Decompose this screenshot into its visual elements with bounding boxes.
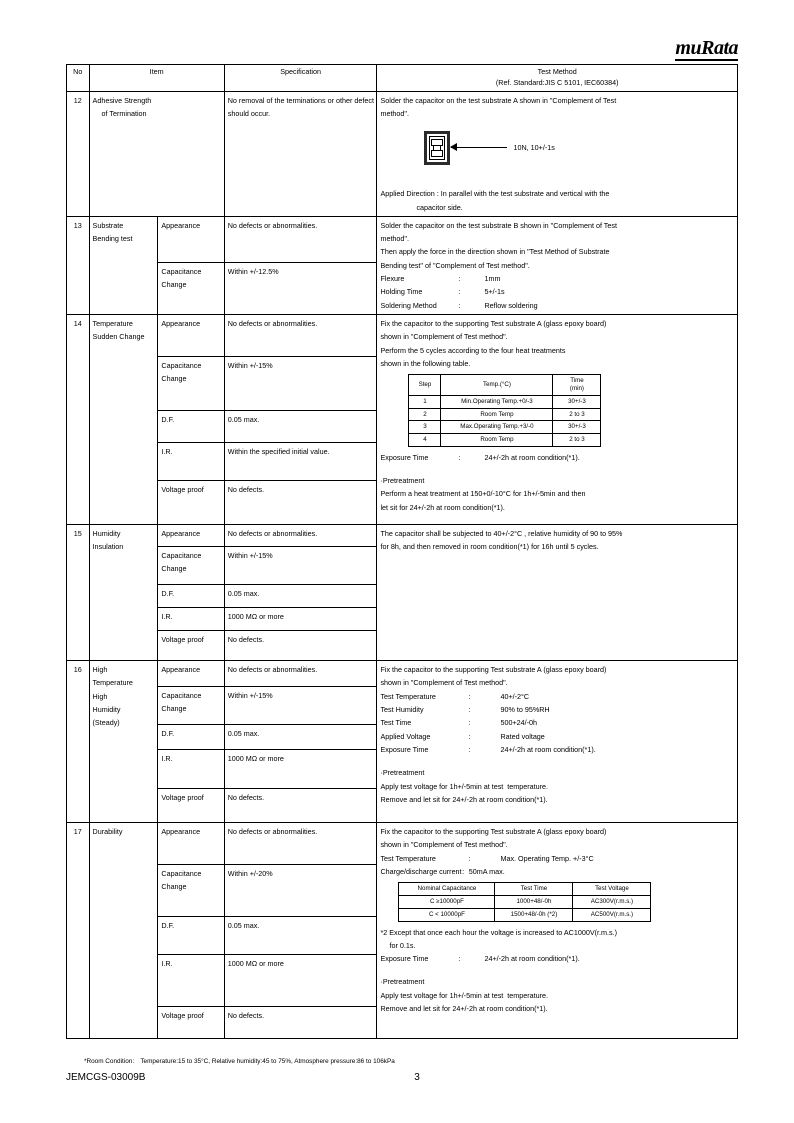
exposure-time-row xyxy=(380,451,734,464)
row-no-13: 13 xyxy=(67,216,90,314)
capacitor-icon-top-terminal xyxy=(431,139,443,146)
subitem-line: Change xyxy=(161,374,187,384)
def-label: Flexure xyxy=(380,274,405,284)
row-spec-12 xyxy=(224,91,377,216)
step-cell: 1 xyxy=(409,395,441,408)
adhesive-strength-figure xyxy=(380,129,734,181)
row-no-14: 14 xyxy=(67,315,90,525)
test-def-row xyxy=(380,272,734,285)
def-colon: : xyxy=(468,691,471,701)
subitem-line: Change xyxy=(161,704,187,714)
applied-direction-line: Applied Direction : In parallel with the test substrate and vertical with the xyxy=(380,189,610,199)
spec-df-17: 0.05 max. xyxy=(224,917,377,955)
spec-vp-15: No defects. xyxy=(224,631,377,661)
table-row xyxy=(67,661,738,687)
dur-header-test-time: Test Time xyxy=(495,883,573,896)
spec-capacitance-14: Within +/-15% xyxy=(224,357,377,411)
header-test-method-line2: (Ref. Standard:JIS C 5101, IEC60384) xyxy=(495,77,619,87)
def-colon: : xyxy=(458,300,461,310)
step-cell: 2 xyxy=(409,408,441,421)
pretreatment-line: let sit for 24+/-2h at room condition(*1). xyxy=(380,502,505,512)
step-cell: 4 xyxy=(409,434,441,447)
subitem-line: Capacitance xyxy=(161,361,202,371)
row-test-13 xyxy=(377,216,738,314)
def-value: 24+/-2h at room condition(*1). xyxy=(484,452,580,462)
def-value: Rated voltage xyxy=(500,731,545,741)
row-item-16 xyxy=(89,661,158,823)
step-cell: Min.Operating Temp.+0/-3 xyxy=(441,395,553,408)
step-cell: 30+/-3 xyxy=(553,421,601,434)
murata-logo-text: muRata xyxy=(675,37,738,59)
def-value: 24+/-2h at room condition(*1). xyxy=(500,744,596,754)
def-value: 40+/-2°C xyxy=(500,691,530,701)
note2-line: for 0.1s. xyxy=(389,940,416,950)
capacitor-icon-bottom-terminal xyxy=(431,150,443,157)
item-line: Bending test xyxy=(92,234,133,244)
def-label: Holding Time xyxy=(380,287,423,297)
test-temperature-row xyxy=(380,852,734,865)
def-label: Test Temperature xyxy=(380,691,436,701)
step-row xyxy=(409,395,601,408)
step-cell: 30+/-3 xyxy=(553,395,601,408)
test-line: Then apply the force in the direction shown in "Test Method of Substrate xyxy=(380,247,610,257)
item-line: Temperature xyxy=(92,678,133,688)
subitem-vp-16: Voltage proof xyxy=(158,789,224,823)
subitem-capacitance-13 xyxy=(158,263,224,315)
pretreatment-title: ·Pretreatment xyxy=(380,768,425,778)
test-line: Perform the 5 cycles according to the four heat treatments xyxy=(380,345,566,355)
row-no-16: 16 xyxy=(67,661,90,823)
step-header-step: Step xyxy=(409,375,441,396)
item-line: High xyxy=(92,691,108,701)
def-colon: : xyxy=(458,452,461,462)
subitem-capacitance-17 xyxy=(158,865,224,917)
dur-row xyxy=(399,896,651,909)
dur-header-nominal-capacitance: Nominal Capacitance xyxy=(399,883,495,896)
subitem-line: Capacitance xyxy=(161,869,202,879)
row-item-15 xyxy=(89,525,158,661)
item-line: Humidity xyxy=(92,704,121,714)
step-header-time-l2: (min) xyxy=(569,385,584,393)
header-test-method xyxy=(377,65,738,92)
def-colon: : xyxy=(468,718,471,728)
page-number: 3 xyxy=(414,1072,420,1083)
subitem-appearance-14: Appearance xyxy=(158,315,224,357)
def-value: 24+/-2h at room condition(*1). xyxy=(484,954,580,964)
inner-header-row xyxy=(399,883,651,896)
def-label: Exposure Time xyxy=(380,954,429,964)
spec-ir-16: 1000 MΩ or more xyxy=(224,750,377,789)
test-line: method". xyxy=(380,108,409,118)
dur-cell: C < 10000pF xyxy=(399,908,495,921)
header-test-method-line1: Test Method xyxy=(537,67,577,76)
row-item-13 xyxy=(89,216,158,314)
def-label: Soldering Method xyxy=(380,300,437,310)
pretreatment-line: Apply test voltage for 1h+/-5min at test temperature. xyxy=(380,990,549,1000)
heat-treatment-step-table xyxy=(408,374,601,447)
test-line: Fix the capacitor to the supporting Test substrate A (glass epoxy board) xyxy=(380,319,607,329)
test-line: Bending test" of "Complement of Test method". xyxy=(380,260,530,270)
subitem-line: Change xyxy=(161,882,187,892)
step-row xyxy=(409,421,601,434)
pretreatment-line: Apply test voltage for 1h+/-5min at test temperature. xyxy=(380,781,549,791)
subitem-line: Change xyxy=(161,564,187,574)
spec-vp-16: No defects. xyxy=(224,789,377,823)
row-item-12 xyxy=(89,91,224,216)
step-header-temp: Temp.(°C) xyxy=(441,375,553,396)
exposure-time-row xyxy=(380,952,734,965)
row-no-15: 15 xyxy=(67,525,90,661)
subitem-capacitance-15 xyxy=(158,547,224,585)
item-line: Adhesive Strength xyxy=(92,95,152,105)
row-test-16 xyxy=(377,661,738,823)
test-line: Solder the capacitor on the test substrate B shown in "Complement of Test xyxy=(380,220,617,230)
test-def-row xyxy=(380,716,734,729)
test-def-row xyxy=(380,690,734,703)
step-header-time xyxy=(553,375,601,396)
spec-df-14: 0.05 max. xyxy=(224,411,377,443)
note2-line: *2 Except that once each hour the voltage is increased to AC1000V(r.m.s.) xyxy=(380,927,617,937)
dur-row xyxy=(399,908,651,921)
spec-appearance-14: No defects or abnormalities. xyxy=(224,315,377,357)
test-def-row xyxy=(380,703,734,716)
capacitor-icon xyxy=(424,131,450,165)
test-line: Solder the capacitor on the test substrate A shown in "Complement of Test xyxy=(380,95,617,105)
table-row xyxy=(67,216,738,262)
table-row xyxy=(67,525,738,547)
force-arrow-label: 10N, 10+/-1s xyxy=(513,143,555,153)
header-item: Item xyxy=(89,65,224,92)
subitem-capacitance-14 xyxy=(158,357,224,411)
def-label: Test Humidity xyxy=(380,704,424,714)
subitem-line: Capacitance xyxy=(161,551,202,561)
def-value: 90% to 95%RH xyxy=(500,704,550,714)
spec-capacitance-15: Within +/-15% xyxy=(224,547,377,585)
subitem-df-17: D.F. xyxy=(158,917,224,955)
row-no-17: 17 xyxy=(67,823,90,1039)
spec-capacitance-13: Within +/-12.5% xyxy=(224,263,377,315)
def-value: 500+24/-0h xyxy=(500,718,538,728)
spec-appearance-13: No defects or abnormalities. xyxy=(224,216,377,262)
row-test-17 xyxy=(377,823,738,1039)
spec-vp-17: No defects. xyxy=(224,1007,377,1039)
spec-appearance-15: No defects or abnormalities. xyxy=(224,525,377,547)
subitem-df-16: D.F. xyxy=(158,725,224,750)
def-colon: : xyxy=(468,704,471,714)
force-arrow-icon xyxy=(450,143,457,151)
item-line: Substrate xyxy=(92,220,124,230)
charge-discharge-line: Charge/discharge current：50mA max. xyxy=(380,866,505,876)
def-colon: : xyxy=(458,274,461,284)
test-line: for 8h, and then removed in room condition(*1) for 16h until 5 cycles. xyxy=(380,542,599,552)
capacitor-icon-body xyxy=(433,146,441,150)
spec-capacitance-17: Within +/-20% xyxy=(224,865,377,917)
table-row xyxy=(67,315,738,357)
subitem-vp-15: Voltage proof xyxy=(158,631,224,661)
step-cell: 2 to 3 xyxy=(553,408,601,421)
test-line: shown in the following table. xyxy=(380,358,471,368)
applied-direction-line: capacitor side. xyxy=(416,202,463,212)
spec-ir-14: Within the specified initial value. xyxy=(224,443,377,481)
def-value: 5+/-1s xyxy=(484,287,505,297)
spacer xyxy=(380,464,734,474)
row-no-12: 12 xyxy=(67,91,90,216)
def-label: Applied Voltage xyxy=(380,731,431,741)
def-label: Exposure Time xyxy=(380,452,429,462)
item-line: Temperature xyxy=(92,319,133,329)
test-def-row xyxy=(380,743,734,756)
def-value: Max. Operating Temp. +/-3°C xyxy=(500,853,594,863)
dur-cell: AC500V(r.m.s.) xyxy=(573,908,651,921)
item-line: Insulation xyxy=(92,542,124,552)
pretreatment-title: ·Pretreatment xyxy=(380,977,425,987)
dur-cell: 1500+48/-0h (*2) xyxy=(495,908,573,921)
pretreatment-line: Perform a heat treatment at 150+0/-10°C for 1h+/-5min and then xyxy=(380,489,586,499)
step-row xyxy=(409,408,601,421)
table-row xyxy=(67,823,738,865)
subitem-appearance-17: Appearance xyxy=(158,823,224,865)
room-condition-footnote: *Room Condition： Temperature:15 to 35°C, Relative humidity:45 to 75%, Atmosphere pressure:86 to 106kPa xyxy=(84,1058,395,1065)
row-item-14 xyxy=(89,315,158,525)
row-test-15 xyxy=(377,525,738,661)
def-colon: : xyxy=(468,744,471,754)
subitem-appearance-15: Appearance xyxy=(158,525,224,547)
spec-ir-17: 1000 MΩ or more xyxy=(224,955,377,1007)
test-line: The capacitor shall be subjected to 40+/-2°C , relative humidity of 90 to 95% xyxy=(380,529,623,539)
def-colon: : xyxy=(458,287,461,297)
def-colon: : xyxy=(458,954,461,964)
test-line: Fix the capacitor to the supporting Test substrate A (glass epoxy board) xyxy=(380,665,607,675)
spacer xyxy=(380,756,734,766)
subitem-capacitance-16 xyxy=(158,687,224,725)
step-cell: Max.Operating Temp.+3/-0 xyxy=(441,421,553,434)
spec-line: should occur. xyxy=(227,108,271,118)
test-line: shown in "Complement of Test method". xyxy=(380,840,508,850)
spec-line: No removal of the terminations or other defect xyxy=(227,95,374,105)
table-header-row xyxy=(67,65,738,92)
subitem-line: Capacitance xyxy=(161,691,202,701)
def-colon: : xyxy=(468,731,471,741)
row-item-17 xyxy=(89,823,158,1039)
test-line: method". xyxy=(380,234,409,244)
test-def-row xyxy=(380,285,734,298)
step-cell: Room Temp xyxy=(441,434,553,447)
item-line: (Steady) xyxy=(92,718,120,728)
spec-capacitance-16: Within +/-15% xyxy=(224,687,377,725)
murata-logo xyxy=(675,38,738,61)
dur-cell: C ≥10000pF xyxy=(399,896,495,909)
subitem-ir-17: I.R. xyxy=(158,955,224,1007)
step-header-time-l1: Time xyxy=(570,377,584,385)
def-value: Reflow soldering xyxy=(484,300,538,310)
item-line: Humidity xyxy=(92,529,121,539)
spec-df-16: 0.05 max. xyxy=(224,725,377,750)
inner-header-row xyxy=(409,375,601,396)
def-value: 1mm xyxy=(484,274,501,284)
test-def-row xyxy=(380,730,734,743)
dur-header-test-voltage: Test Voltage xyxy=(573,883,651,896)
step-cell: 2 to 3 xyxy=(553,434,601,447)
item-line: of Termination xyxy=(101,108,147,118)
step-row xyxy=(409,434,601,447)
spec-df-15: 0.05 max. xyxy=(224,585,377,608)
spec-vp-14: No defects. xyxy=(224,481,377,525)
dur-cell: AC300V(r.m.s.) xyxy=(573,896,651,909)
subitem-df-14: D.F. xyxy=(158,411,224,443)
subitem-appearance-13: Appearance xyxy=(158,216,224,262)
durability-test-table xyxy=(398,882,651,921)
row-test-14 xyxy=(377,315,738,525)
def-label: Test Time xyxy=(380,718,412,728)
spec-appearance-16: No defects or abnormalities. xyxy=(224,661,377,687)
subitem-vp-14: Voltage proof xyxy=(158,481,224,525)
step-cell: Room Temp xyxy=(441,408,553,421)
test-line: shown in "Complement of Test method". xyxy=(380,678,508,688)
subitem-ir-15: I.R. xyxy=(158,608,224,631)
subitem-ir-14: I.R. xyxy=(158,443,224,481)
pretreatment-title: ·Pretreatment xyxy=(380,476,425,486)
pretreatment-line: Remove and let sit for 24+/-2h at room condition(*1). xyxy=(380,794,548,804)
test-def-row xyxy=(380,299,734,312)
header-no: No xyxy=(67,65,90,92)
item-line: High xyxy=(92,665,108,675)
step-cell: 3 xyxy=(409,421,441,434)
table-row xyxy=(67,91,738,216)
test-line: Fix the capacitor to the supporting Test substrate A (glass epoxy board) xyxy=(380,827,607,837)
test-line: shown in "Complement of Test method". xyxy=(380,332,508,342)
def-colon: : xyxy=(468,853,471,863)
def-label: Exposure Time xyxy=(380,744,429,754)
header-specification: Specification xyxy=(224,65,377,92)
subitem-line: Change xyxy=(161,280,187,290)
subitem-df-15: D.F. xyxy=(158,585,224,608)
force-arrow-line xyxy=(451,147,507,148)
spec-ir-15: 1000 MΩ or more xyxy=(224,608,377,631)
spec-appearance-17: No defects or abnormalities. xyxy=(224,823,377,865)
subitem-ir-16: I.R. xyxy=(158,750,224,789)
item-line: Sudden Change xyxy=(92,332,145,342)
pretreatment-line: Remove and let sit for 24+/-2h at room condition(*1). xyxy=(380,1004,548,1014)
subitem-appearance-16: Appearance xyxy=(158,661,224,687)
item-line: Durability xyxy=(92,827,123,837)
specification-table xyxy=(66,64,738,1039)
subitem-vp-17: Voltage proof xyxy=(158,1007,224,1039)
subitem-line: Capacitance xyxy=(161,267,202,277)
row-test-12 xyxy=(377,91,738,216)
document-id: JEMCGS-03009B xyxy=(66,1072,146,1083)
dur-cell: 1000+48/-0h xyxy=(495,896,573,909)
spacer xyxy=(380,965,734,975)
def-label: Test Temperature xyxy=(380,853,436,863)
